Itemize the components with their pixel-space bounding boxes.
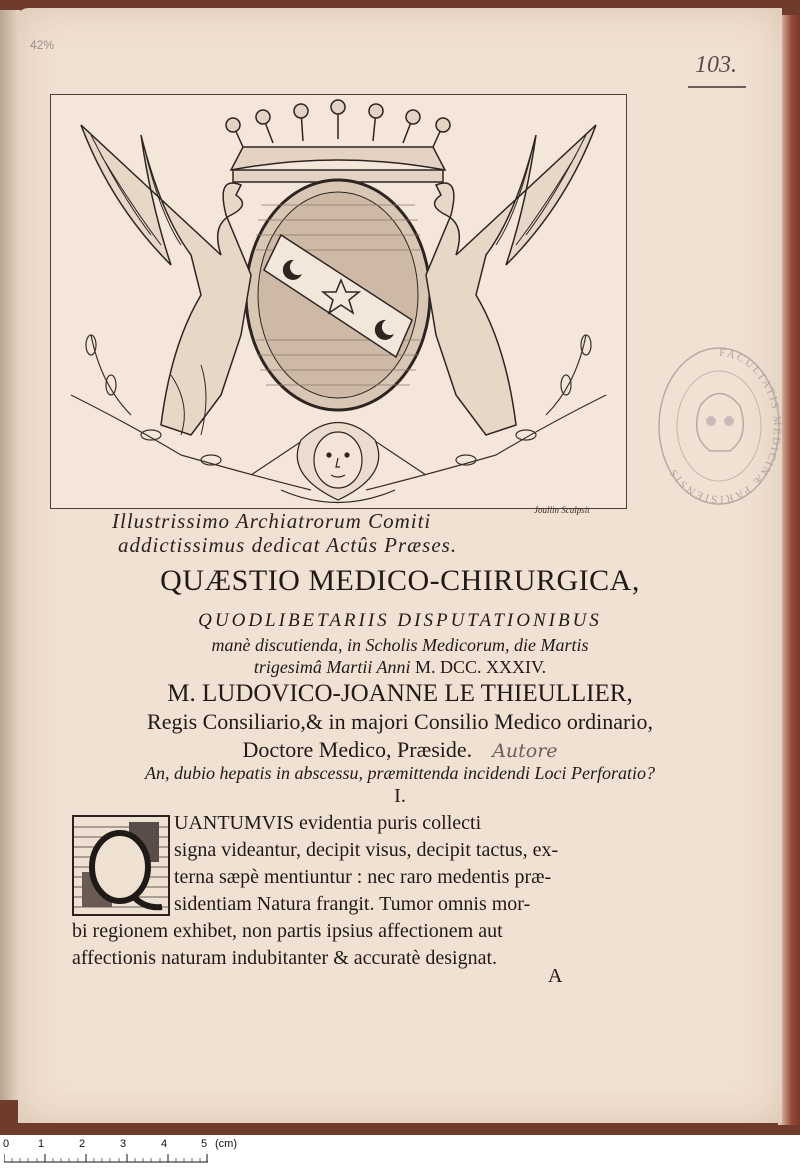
signature-mark: A: [548, 965, 563, 987]
occasion-line-2: [40, 656, 760, 678]
svg-text:FACULTATIS MEDICINÆ PARISIENSI: [667, 347, 783, 505]
body-line: bi regionem exhibet, non partis ipsius affectionem aut: [72, 920, 503, 942]
body-line: signa videantur, decipit visus, decipit tactus, ex-: [174, 839, 559, 861]
folio-underline: [688, 86, 746, 88]
body-line: affectionis naturam indubitanter & accuratè designat.: [72, 947, 498, 969]
page-title: QUÆSTIO MEDICO-CHIRURGICA,: [160, 564, 640, 597]
engraver-signature: Joullin Sculpsit: [534, 505, 590, 515]
handwritten-annotation: Autore: [492, 740, 558, 762]
subtitle: QUODLIBETARIIS DISPUTATIONIBUS: [198, 610, 602, 631]
section-number: I.: [394, 785, 406, 807]
scale-label: 0: [3, 1138, 10, 1150]
preses-title-line-2: [40, 736, 760, 765]
body-line: UANTUMVIS evidentia puris collecti: [174, 812, 482, 834]
occasion-line-1: manè discutienda, in Scholis Medicorum, die Martis: [211, 635, 589, 655]
occasion-date: trigesimâ Martii Anni: [253, 657, 411, 677]
dedication-line-1: Illustrissimo Archiatrorum Comiti: [112, 509, 432, 533]
occasion: [40, 634, 760, 678]
coat-of-arms-engraving: [50, 94, 627, 509]
dedication: [112, 509, 572, 557]
preses-title: [40, 708, 760, 765]
pencil-reference: 42%: [30, 38, 55, 52]
stamp-text: FACULTATIS MEDICINÆ PARISIENSIS: [666, 346, 783, 506]
preses-name: M. LUDOVICO-JOANNE LE THIEULLIER,: [167, 680, 633, 707]
scale-unit: (cm): [215, 1138, 237, 1150]
dedication-line-2: addictissimus dedicat Actûs Præses.: [118, 533, 458, 557]
scale-label: 1: [38, 1138, 45, 1150]
thesis-question: An, dubio hepatis in abscessu, præmittenda incidendi Loci Perforatio?: [145, 763, 655, 783]
shield-icon: [246, 180, 430, 410]
scale-label: 3: [120, 1138, 127, 1150]
scale-label: 2: [79, 1138, 86, 1150]
preses-role: Doctore Medico, Præside.: [242, 737, 473, 762]
scale-ruler: [4, 1153, 208, 1163]
body-line: sidentiam Natura frangit. Tumor omnis mor-: [174, 893, 531, 915]
occasion-year: M. DCC. XXXIV.: [415, 657, 547, 677]
body-line: terna sæpè mentiuntur : nec raro medentis præ-: [174, 866, 552, 888]
crown-icon: [226, 100, 450, 182]
folio-number: 103.: [695, 52, 737, 78]
body-text: [72, 810, 617, 972]
sun-face-icon: [281, 423, 395, 503]
preses-title-line-1: Regis Consiliario,& in majori Consilio Medico ordinario,: [147, 709, 653, 734]
library-stamp: [655, 336, 783, 516]
scale-label: 4: [161, 1138, 168, 1150]
scale-label: 5: [201, 1138, 208, 1150]
